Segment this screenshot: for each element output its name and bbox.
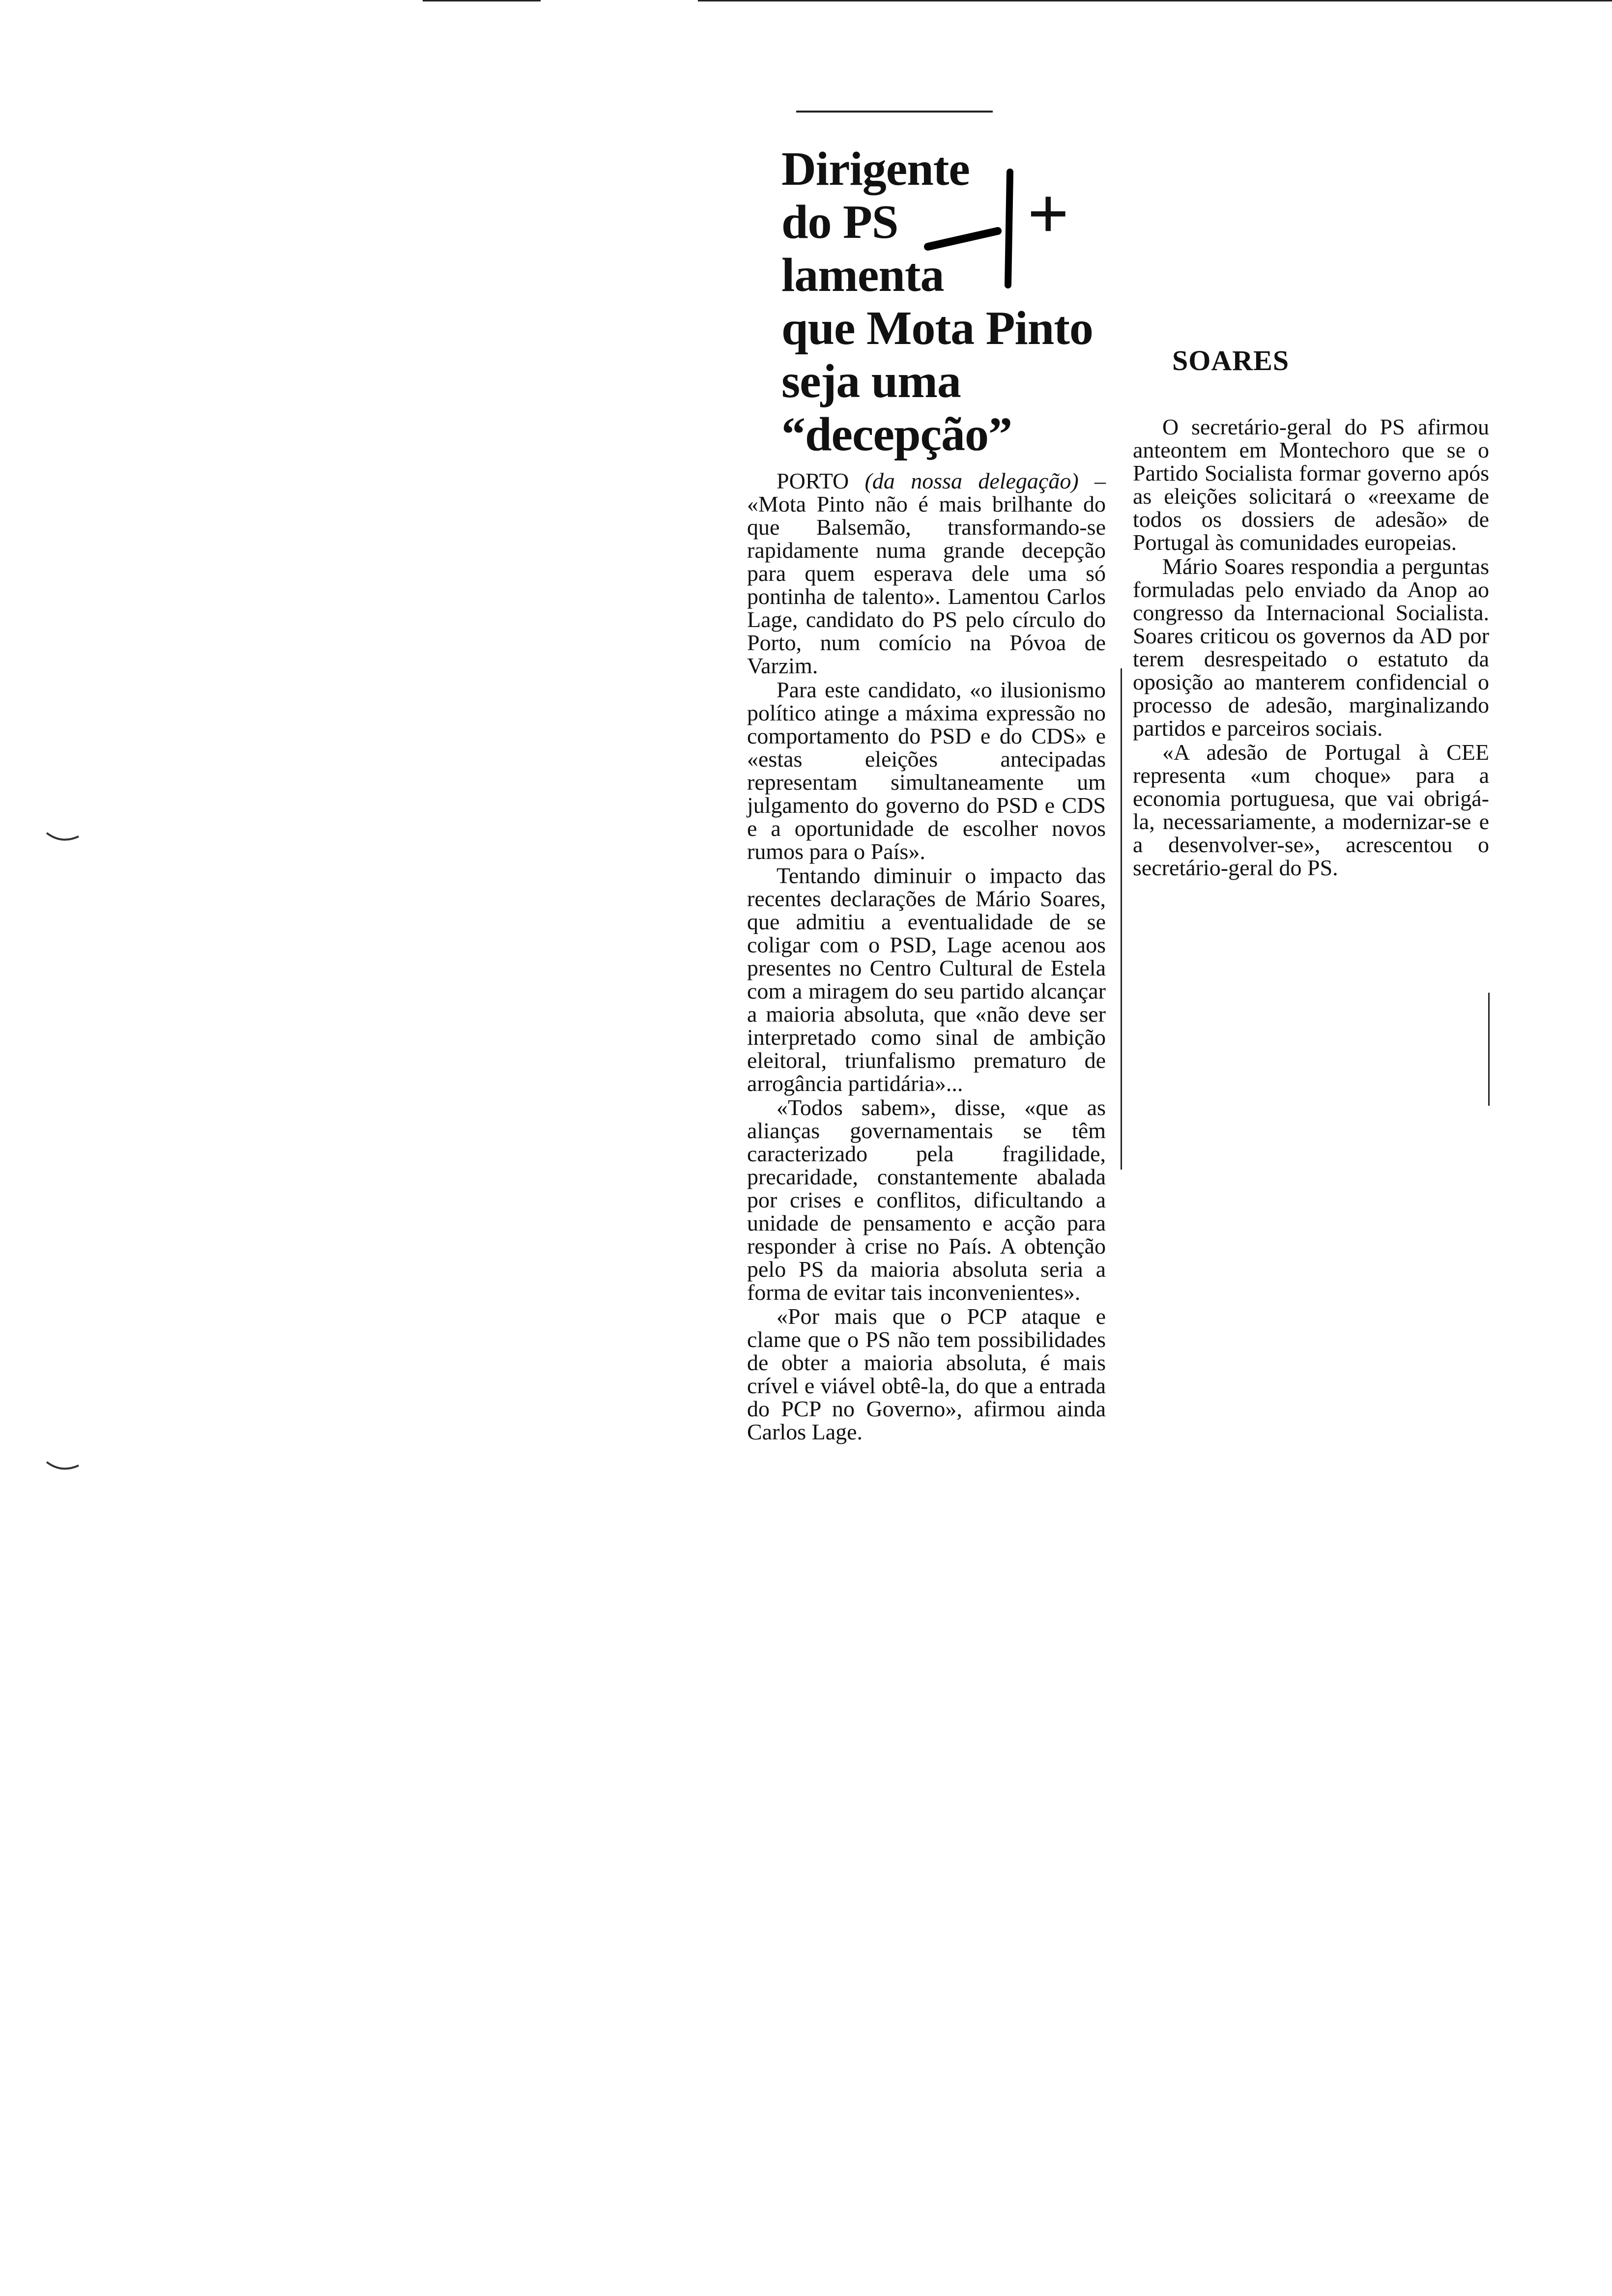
paragraph-6: O secretário-geral do PS afirmou anteontem em Montechoro que se o Partido Socialista formar governo após as eleições solicitará o «reexame de todos os dossiers de adesão» de Portugal às comunidades europeias. [1133, 414, 1489, 555]
dateline-place: PORTO [777, 468, 849, 493]
paragraph-5: «Por mais que o PCP ataque e clame que o PS não tem possibilidades de obter a maioria absoluta, é mais crível e viável obtê-la, do que a entrada do PCP no Governo», afirmou ainda Carlos Lage. [747, 1304, 1106, 1444]
scan-top-rule-right [698, 0, 1612, 1]
clipping-top-rule [796, 111, 993, 113]
handwritten-bar-mark [995, 167, 1025, 295]
paragraph-3: Tentando diminuir o impacto das recentes declarações de Mário Soares, que admitiu a eventualidade de se coligar com o PSD, Lage acenou aos presentes no Centro Cultural de Estela com a miragem do seu partido alcançar a maioria absoluta, que «não deve ser interpretado como sinal de ambição eleitoral, triunfalismo prematuro de arrogância partidária»... [747, 863, 1106, 1096]
paragraph-8: «A adesão de Portugal à CEE representa «um choque» para a economia portuguesa, que vai obrigá-la, necessariamente, a modernizar-se e a desenvolver-se», acrescentou o secretário-geral do PS. [1133, 740, 1489, 880]
headline-line-2: do PS [781, 196, 898, 249]
headline-line-3: lamenta [781, 249, 944, 302]
binder-mark-lower [44, 1460, 84, 1474]
article-right-column [1133, 415, 1489, 879]
paragraph-7: Mário Soares respondia a perguntas formuladas pelo enviado da Anop ao congresso da Internacional Socialista. Soares criticou os governos da AD por terem desrespeitado o estatuto da oposição ao manterem confidencial o processo de adesão, marginalizando partidos e parceiros sociais. [1133, 554, 1489, 741]
column-rule-left [1121, 668, 1122, 1170]
subhead-soares: SOARES [1172, 344, 1290, 376]
headline-line-6: “decepção” [781, 408, 1012, 461]
paragraph-2: Para este candidato, «o ilusionismo político atinge a máxima expressão no comportamento do PSD e do CDS» e «estas eleições antecipadas representam simultaneamente um julgamento do governo do PSD e CDS e a oportunidade de escolher novos rumos para o País». [747, 677, 1106, 864]
handwritten-plus-mark: + [1027, 173, 1069, 255]
headline-line-4: que Mota Pinto [781, 302, 1093, 355]
article-left-column [747, 469, 1106, 1443]
binder-mark-upper [44, 831, 84, 845]
column-rule-right-edge [1488, 993, 1490, 1106]
paragraph-4: «Todos sabem», disse, «que as alianças governamentais se têm caracterizado pela fragilidade, precaridade, constantemente abalada por crises e conflitos, dificultando a unidade de pensamento e acção para responder à crise no País. A obtenção pelo PS da maioria absoluta seria a forma de evitar tais inconvenientes». [747, 1095, 1106, 1305]
paragraph-1 [747, 469, 1106, 677]
headline-line-5: seja uma [781, 355, 961, 408]
headline-line-1: Dirigente [781, 143, 970, 196]
paragraph-1-text: – «Mota Pinto não é mais brilhante do que Balsemão, transformando-se rapidamente numa grande decepção para quem esperava dele uma só pontinha de talento». Lamentou Carlos Lage, candidato do PS pelo círculo do Porto, num comício na Póvoa de Varzim. [747, 468, 1106, 678]
scan-top-rule-left [423, 0, 541, 1]
headline [781, 143, 1135, 461]
dateline-source: (da nossa delegação) [864, 468, 1079, 493]
